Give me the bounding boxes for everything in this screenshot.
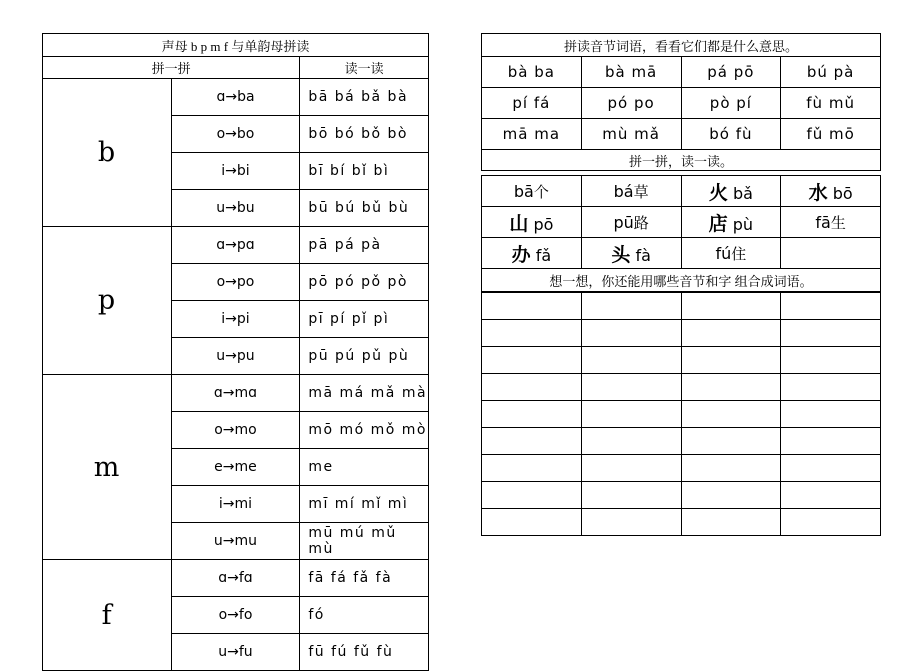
mixed-word-cell: 店 pù xyxy=(681,207,781,238)
blank-cell[interactable] xyxy=(681,455,781,482)
word-cell: fǔ mō xyxy=(781,119,881,150)
blank-cell[interactable] xyxy=(581,374,681,401)
spell-cell: o→mo xyxy=(171,412,300,449)
blank-cell[interactable] xyxy=(482,455,582,482)
spell-cell: i→mi xyxy=(171,486,300,523)
table-row[interactable] xyxy=(482,320,881,347)
prompt-row xyxy=(482,269,881,292)
word-cell: mā ma xyxy=(482,119,582,150)
blank-cell[interactable] xyxy=(581,428,681,455)
mixed-word-cell: fú住 xyxy=(681,238,781,269)
mixed-word-cell xyxy=(781,238,881,269)
blank-cell[interactable] xyxy=(581,509,681,536)
read-cell: mō mó mǒ mò xyxy=(300,412,429,449)
table-row xyxy=(482,88,881,119)
read-cell: mā má mǎ mà xyxy=(300,375,429,412)
left-table-title: 声母 b p m f 与单韵母拼读 xyxy=(43,34,429,57)
blank-cell[interactable] xyxy=(581,482,681,509)
blank-cell[interactable] xyxy=(581,347,681,374)
table-row[interactable] xyxy=(482,401,881,428)
word-cell: mù mǎ xyxy=(581,119,681,150)
word-cell: pá pō xyxy=(681,57,781,88)
mixed-word-cell: pū路 xyxy=(581,207,681,238)
read-cell: mī mí mǐ mì xyxy=(300,486,429,523)
blank-cell[interactable] xyxy=(681,428,781,455)
blank-cell[interactable] xyxy=(781,293,881,320)
mixed-word-cell: bā个 xyxy=(482,176,582,207)
table-row xyxy=(43,79,429,116)
word-cell: fù mǔ xyxy=(781,88,881,119)
column-header-read: 读一读 xyxy=(300,57,429,79)
spell-cell: o→po xyxy=(171,264,300,301)
blank-cell[interactable] xyxy=(482,482,582,509)
blank-cell[interactable] xyxy=(781,509,881,536)
spell-cell: ɑ→ba xyxy=(171,79,300,116)
word-cell: bó fù xyxy=(681,119,781,150)
spell-cell: u→mu xyxy=(171,523,300,560)
word-cell: bà ba xyxy=(482,57,582,88)
read-cell: pū pú pǔ pù xyxy=(300,338,429,375)
spell-cell: i→pi xyxy=(171,301,300,338)
mixed-word-cell: bá草 xyxy=(581,176,681,207)
mixed-word-cell: 山 pō xyxy=(482,207,582,238)
spell-cell: e→me xyxy=(171,449,300,486)
table-row xyxy=(482,238,881,269)
spell-cell: o→bo xyxy=(171,116,300,153)
blank-answer-table xyxy=(481,292,881,536)
blank-cell[interactable] xyxy=(781,320,881,347)
table-row[interactable] xyxy=(482,374,881,401)
blank-cell[interactable] xyxy=(482,320,582,347)
spell-cell: i→bi xyxy=(171,153,300,190)
table-row[interactable] xyxy=(482,455,881,482)
table-row[interactable] xyxy=(482,509,881,536)
read-cell: fó xyxy=(300,597,429,634)
pinyin-spelling-table xyxy=(42,33,429,671)
blank-cell[interactable] xyxy=(681,320,781,347)
right-subtitle-row xyxy=(482,150,881,171)
table-row xyxy=(482,207,881,238)
word-reading-table xyxy=(481,33,881,171)
table-row xyxy=(482,176,881,207)
right-title-1: 拼读音节词语，看看它们都是什么意思。 xyxy=(482,34,881,57)
spell-cell: ɑ→fɑ xyxy=(171,560,300,597)
read-cell: pō pó pǒ pò xyxy=(300,264,429,301)
column-header-spell: 拼一拼 xyxy=(43,57,300,79)
initial-letter-cell: b xyxy=(43,79,172,227)
blank-cell[interactable] xyxy=(781,374,881,401)
spell-cell: u→bu xyxy=(171,190,300,227)
blank-cell[interactable] xyxy=(781,482,881,509)
mixed-word-cell: 水 bō xyxy=(781,176,881,207)
read-cell: pā pá pà xyxy=(300,227,429,264)
left-table-header-row xyxy=(43,57,429,79)
read-cell: fū fú fǔ fù xyxy=(300,634,429,671)
blank-cell[interactable] xyxy=(581,455,681,482)
blank-cell[interactable] xyxy=(581,401,681,428)
table-row[interactable] xyxy=(482,428,881,455)
right-prompt: 想一想，你还能用哪些音节和字 组合成词语。 xyxy=(482,269,881,292)
spell-cell: ɑ→mɑ xyxy=(171,375,300,412)
blank-cell[interactable] xyxy=(781,401,881,428)
blank-cell[interactable] xyxy=(482,293,582,320)
blank-cell[interactable] xyxy=(781,428,881,455)
read-cell: pī pí pǐ pì xyxy=(300,301,429,338)
read-cell: bī bí bǐ bì xyxy=(300,153,429,190)
table-row xyxy=(43,227,429,264)
mixed-word-cell: 办 fǎ xyxy=(482,238,582,269)
initial-letter-cell: m xyxy=(43,375,172,560)
read-cell: me xyxy=(300,449,429,486)
right-exercise-container xyxy=(481,33,881,536)
table-row xyxy=(482,57,881,88)
blank-cell[interactable] xyxy=(482,401,582,428)
read-cell: bō bó bǒ bò xyxy=(300,116,429,153)
word-cell: bà mā xyxy=(581,57,681,88)
table-row xyxy=(43,375,429,412)
blank-cell[interactable] xyxy=(482,509,582,536)
blank-cell[interactable] xyxy=(581,293,681,320)
spell-cell: ɑ→pɑ xyxy=(171,227,300,264)
table-row xyxy=(43,560,429,597)
table-row[interactable] xyxy=(482,347,881,374)
word-cell: pò pí xyxy=(681,88,781,119)
table-row[interactable] xyxy=(482,293,881,320)
blank-cell[interactable] xyxy=(781,347,881,374)
initial-letter-cell: p xyxy=(43,227,172,375)
spell-cell: u→pu xyxy=(171,338,300,375)
right-title-2: 拼一拼，读一读。 xyxy=(482,150,881,171)
left-table-title-row xyxy=(43,34,429,57)
spell-cell: o→fo xyxy=(171,597,300,634)
blank-cell[interactable] xyxy=(482,374,582,401)
table-row xyxy=(482,119,881,150)
read-cell: fā fá fǎ fà xyxy=(300,560,429,597)
table-row[interactable] xyxy=(482,482,881,509)
blank-cell[interactable] xyxy=(781,455,881,482)
read-cell: mū mú mǔ mù xyxy=(300,523,429,560)
mixed-word-cell: 头 fà xyxy=(581,238,681,269)
mixed-word-cell: 火 bǎ xyxy=(681,176,781,207)
blank-cell[interactable] xyxy=(681,293,781,320)
spell-cell: u→fu xyxy=(171,634,300,671)
word-cell: bú pà xyxy=(781,57,881,88)
word-cell: pí fá xyxy=(482,88,582,119)
mixed-reading-table xyxy=(481,175,881,292)
blank-cell[interactable] xyxy=(681,509,781,536)
initial-letter-cell: f xyxy=(43,560,172,671)
mixed-word-cell: fā生 xyxy=(781,207,881,238)
read-cell: bā bá bǎ bà xyxy=(300,79,429,116)
blank-cell[interactable] xyxy=(681,482,781,509)
blank-cell[interactable] xyxy=(581,320,681,347)
blank-cell[interactable] xyxy=(482,347,582,374)
blank-cell[interactable] xyxy=(482,428,582,455)
blank-cell[interactable] xyxy=(681,347,781,374)
blank-cell[interactable] xyxy=(681,401,781,428)
left-table-container xyxy=(42,33,429,671)
word-cell: pó po xyxy=(581,88,681,119)
read-cell: bū bú bǔ bù xyxy=(300,190,429,227)
blank-cell[interactable] xyxy=(681,374,781,401)
right-title-row xyxy=(482,34,881,57)
